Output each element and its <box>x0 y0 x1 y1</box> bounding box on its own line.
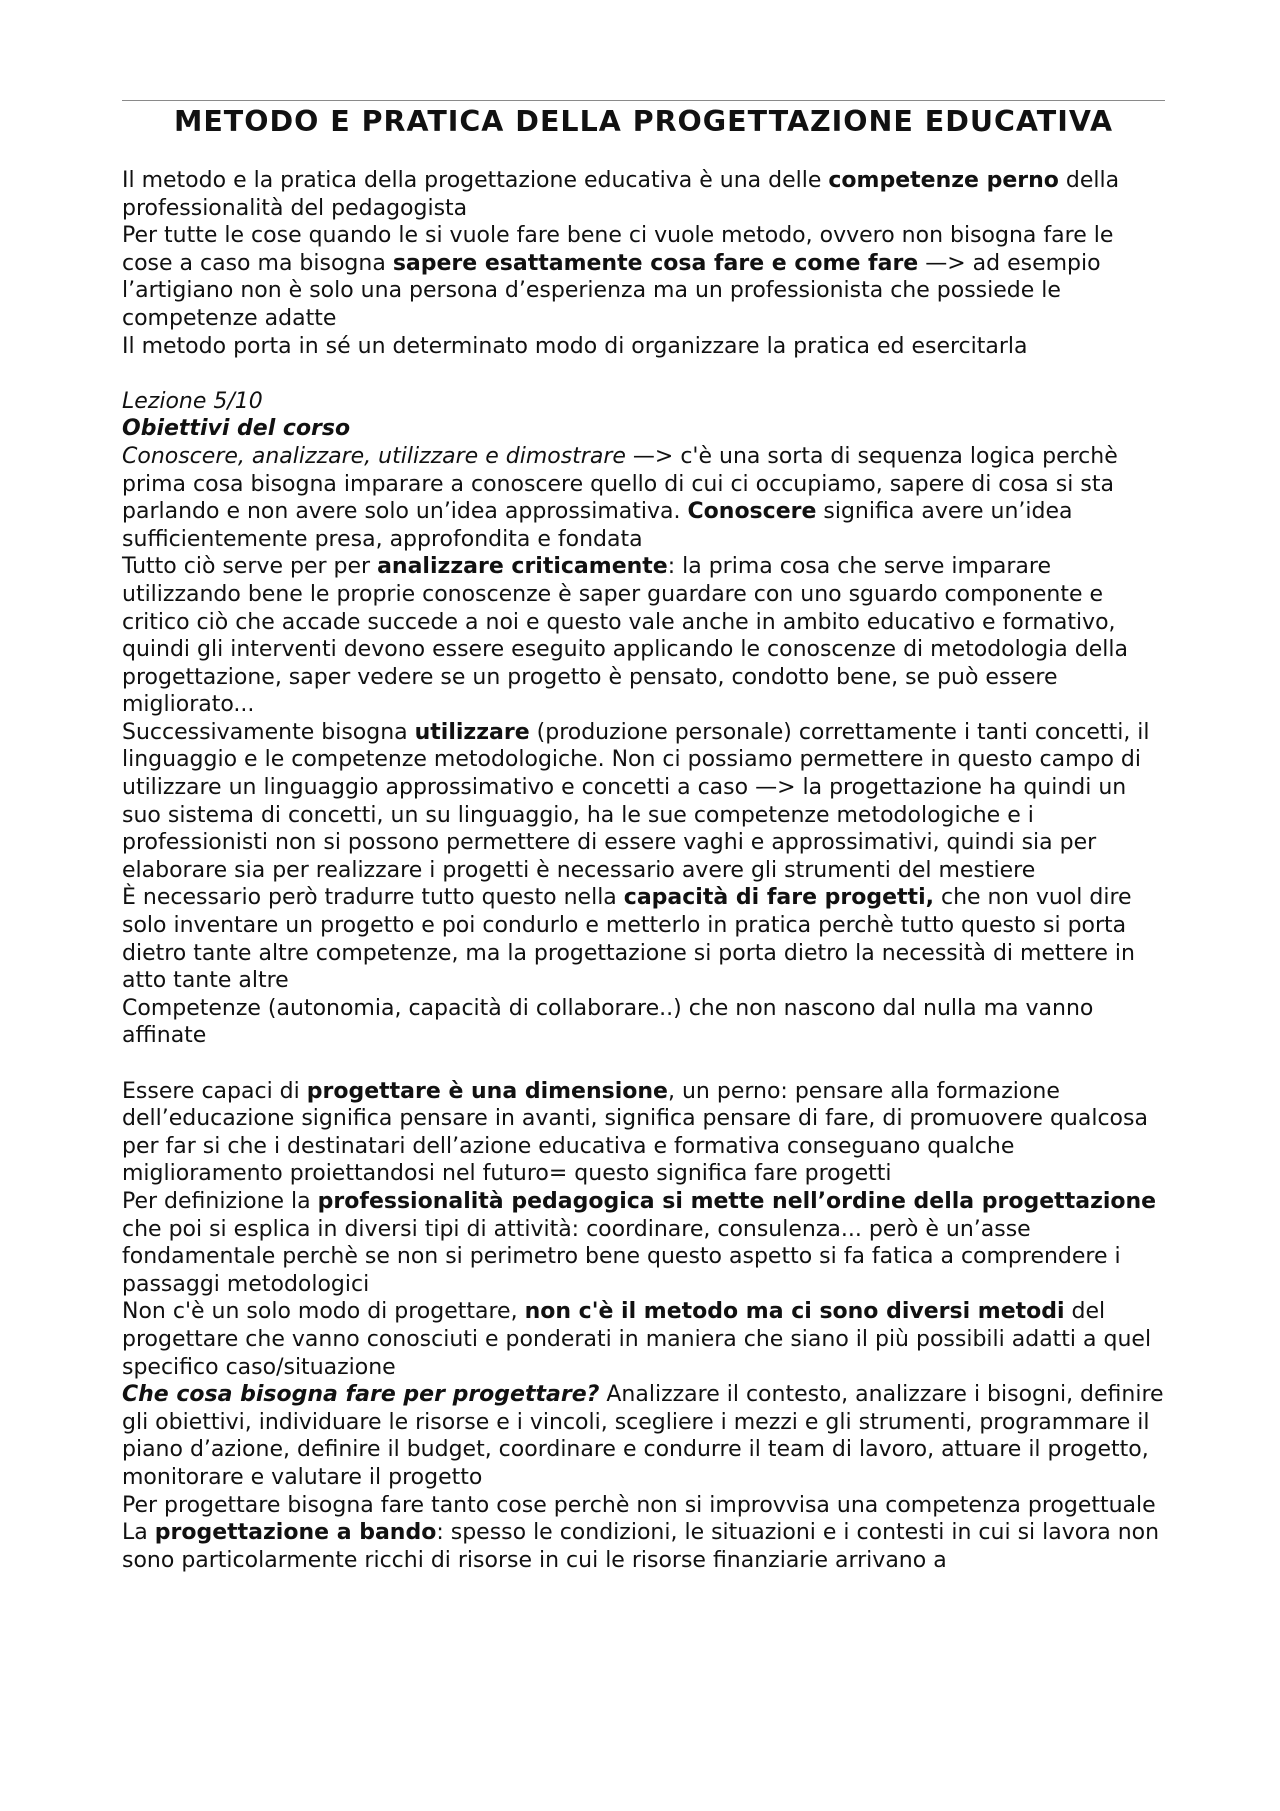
document-page <box>122 100 1165 1574</box>
emphasis-run: progettare è una dimensione <box>306 1078 668 1104</box>
paragraph <box>122 443 1165 553</box>
text-run: Per definizione la <box>122 1188 318 1214</box>
paragraph <box>122 995 1165 1050</box>
paragraph <box>122 1492 1165 1520</box>
text-run: Per progettare bisogna fare tanto cose perchè non si improvvisa una competenza progettuale <box>122 1492 1156 1518</box>
emphasis-run: progettazione a bando <box>154 1520 437 1546</box>
text-run: Non c'è un solo modo di progettare, <box>122 1299 525 1325</box>
text-run: Per tutte le cose quando le si vuole fare bene ci vuole metodo, ovvero non bisogna fare le cose a caso ma bisogna <box>122 223 1114 276</box>
document-title: METODO E PRATICA DELLA PROGETTAZIONE EDUCATIVA <box>173 105 1114 138</box>
text-run: La <box>122 1520 155 1546</box>
paragraph <box>122 167 1165 222</box>
paragraph <box>122 1188 1165 1298</box>
emphasis-run: non c'è il metodo ma ci sono diversi metodi <box>524 1299 1065 1325</box>
paragraph <box>122 1078 1165 1188</box>
text-run: Analizzare il contesto, analizzare i bisogni, definire gli obiettivi, individuare le risorse e i vincoli, scegliere i mezzi e gli strumenti, programmare il piano d’azione, definire il budget, coordinare e condurre il team di lavoro, attuare il progetto, monitorare e valutare il progetto <box>122 1382 1164 1490</box>
emphasis-run: Lezione 5/10 <box>122 388 263 414</box>
text-run: del progettare che vanno conosciuti e ponderati in maniera che siano il più possibili adatti a quel specifico caso/situazione <box>122 1299 1152 1380</box>
emphasis-run: sapere esattamente cosa fare e come fare <box>392 250 919 276</box>
text-run: : spesso le condizioni, le situazioni e i contesti in cui si lavora non sono particolarmente ricchi di risorse in cui le risorse finanziarie arrivano a <box>122 1520 1160 1573</box>
paragraph <box>122 1298 1165 1381</box>
text-run: Competenze (autonomia, capacità di collaborare..) che non nascono dal nulla ma vanno affinate <box>122 995 1094 1049</box>
text-run: Successivamente bisogna <box>122 719 415 745</box>
text-run: —> ad esempio l’artigiano non è solo una persona d’esperienza ma un professionista che possiede le competenze adatte <box>122 250 1101 331</box>
text-run: significa avere un’idea sufficientemente presa, approfondita e fondata <box>122 499 1073 552</box>
paragraph <box>122 1519 1165 1574</box>
text-run: Tutto ciò serve per per <box>122 554 378 580</box>
text-run: della professionalità del pedagogista <box>122 168 1120 221</box>
emphasis-run: utilizzare <box>414 719 530 745</box>
text-run: (produzione personale) correttamente i tanti concetti, il linguaggio e le competenze metodologiche. Non ci possiamo permettere in questo campo di utilizzare un linguaggio approssimativo e concetti a caso —> la progettazione ha quindi un suo sistema di concetti, un su linguaggio, ha le sue competenze metodologiche e i professionisti non si possono permettere di essere vaghi e approssimativi, quindi sia per elaborare sia per realizzare i progetti è necessario avere gli strumenti del mestiere <box>122 719 1150 883</box>
text-run: : la prima cosa che serve imparare utilizzando bene le proprie conoscenze è saper guardare con uno sguardo componente e critico ciò che accade succede a noi e questo vale anche in ambito educativo e formativo, quindi gli interventi devono essere eseguito applicando le conoscenze di metodologia della progettazione, saper vedere se un progetto è pensato, condotto bene, se può essere migliorato... <box>122 554 1128 718</box>
emphasis-run: Conoscere <box>687 499 817 525</box>
text-run: Il metodo e la pratica della progettazione educativa è una delle <box>122 168 829 193</box>
text-run: , un perno: pensare alla formazione dell’educazione significa pensare in avanti, significa pensare di fare, di promuovere qualcosa per far si che i destinatari dell’azione educativa e formativa conseguano qualche miglioramento proiettandosi nel futuro= questo significa fare progetti <box>122 1078 1148 1187</box>
emphasis-run: competenze perno <box>828 168 1059 193</box>
emphasis-run: Che cosa bisogna fare per progettare? <box>122 1382 600 1408</box>
paragraph-gap <box>122 1050 1165 1078</box>
paragraph-gap <box>122 360 1165 388</box>
text-run: Il metodo porta in sé un determinato modo di organizzare la pratica ed esercitarla <box>122 333 1028 359</box>
paragraph <box>122 553 1165 719</box>
emphasis-run: professionalità pedagogica si mette nell’ordine della progettazione <box>317 1188 1157 1214</box>
paragraph <box>122 388 1165 416</box>
text-run: che poi si esplica in diversi tipi di attività: coordinare, consulenza... però è un’asse fondamentale perchè se non si perimetro bene questo aspetto si fa fatica a comprendere i passaggi metodologici <box>122 1216 1121 1297</box>
paragraph <box>122 884 1165 994</box>
paragraph <box>122 719 1165 885</box>
paragraph <box>122 1381 1165 1491</box>
emphasis-run: Obiettivi del corso <box>122 416 351 442</box>
paragraph <box>122 415 1165 443</box>
emphasis-run: capacità di fare progetti, <box>623 885 934 911</box>
emphasis-run: Conoscere, analizzare, utilizzare e dimostrare <box>122 443 626 469</box>
text-run: —> c'è una sorta di sequenza logica perchè prima cosa bisogna imparare a conoscere quello di cui ci occupiamo, sapere di cosa si sta parlando e non avere solo un’idea approssimativa. <box>122 443 1118 525</box>
document-body <box>122 167 1165 1574</box>
paragraph <box>122 333 1165 361</box>
text-run: Essere capaci di <box>122 1078 307 1104</box>
top-rule <box>122 100 1165 101</box>
text-run: che non vuol dire solo inventare un progetto e poi condurlo e metterlo in pratica perchè tutto questo si porta dietro tante altre competenze, ma la progettazione si porta dietro la necessità di mettere in atto tante altre <box>122 885 1135 994</box>
paragraph <box>122 222 1165 332</box>
emphasis-run: analizzare criticamente <box>377 554 668 580</box>
text-run: È necessario però tradurre tutto questo nella <box>122 885 624 911</box>
